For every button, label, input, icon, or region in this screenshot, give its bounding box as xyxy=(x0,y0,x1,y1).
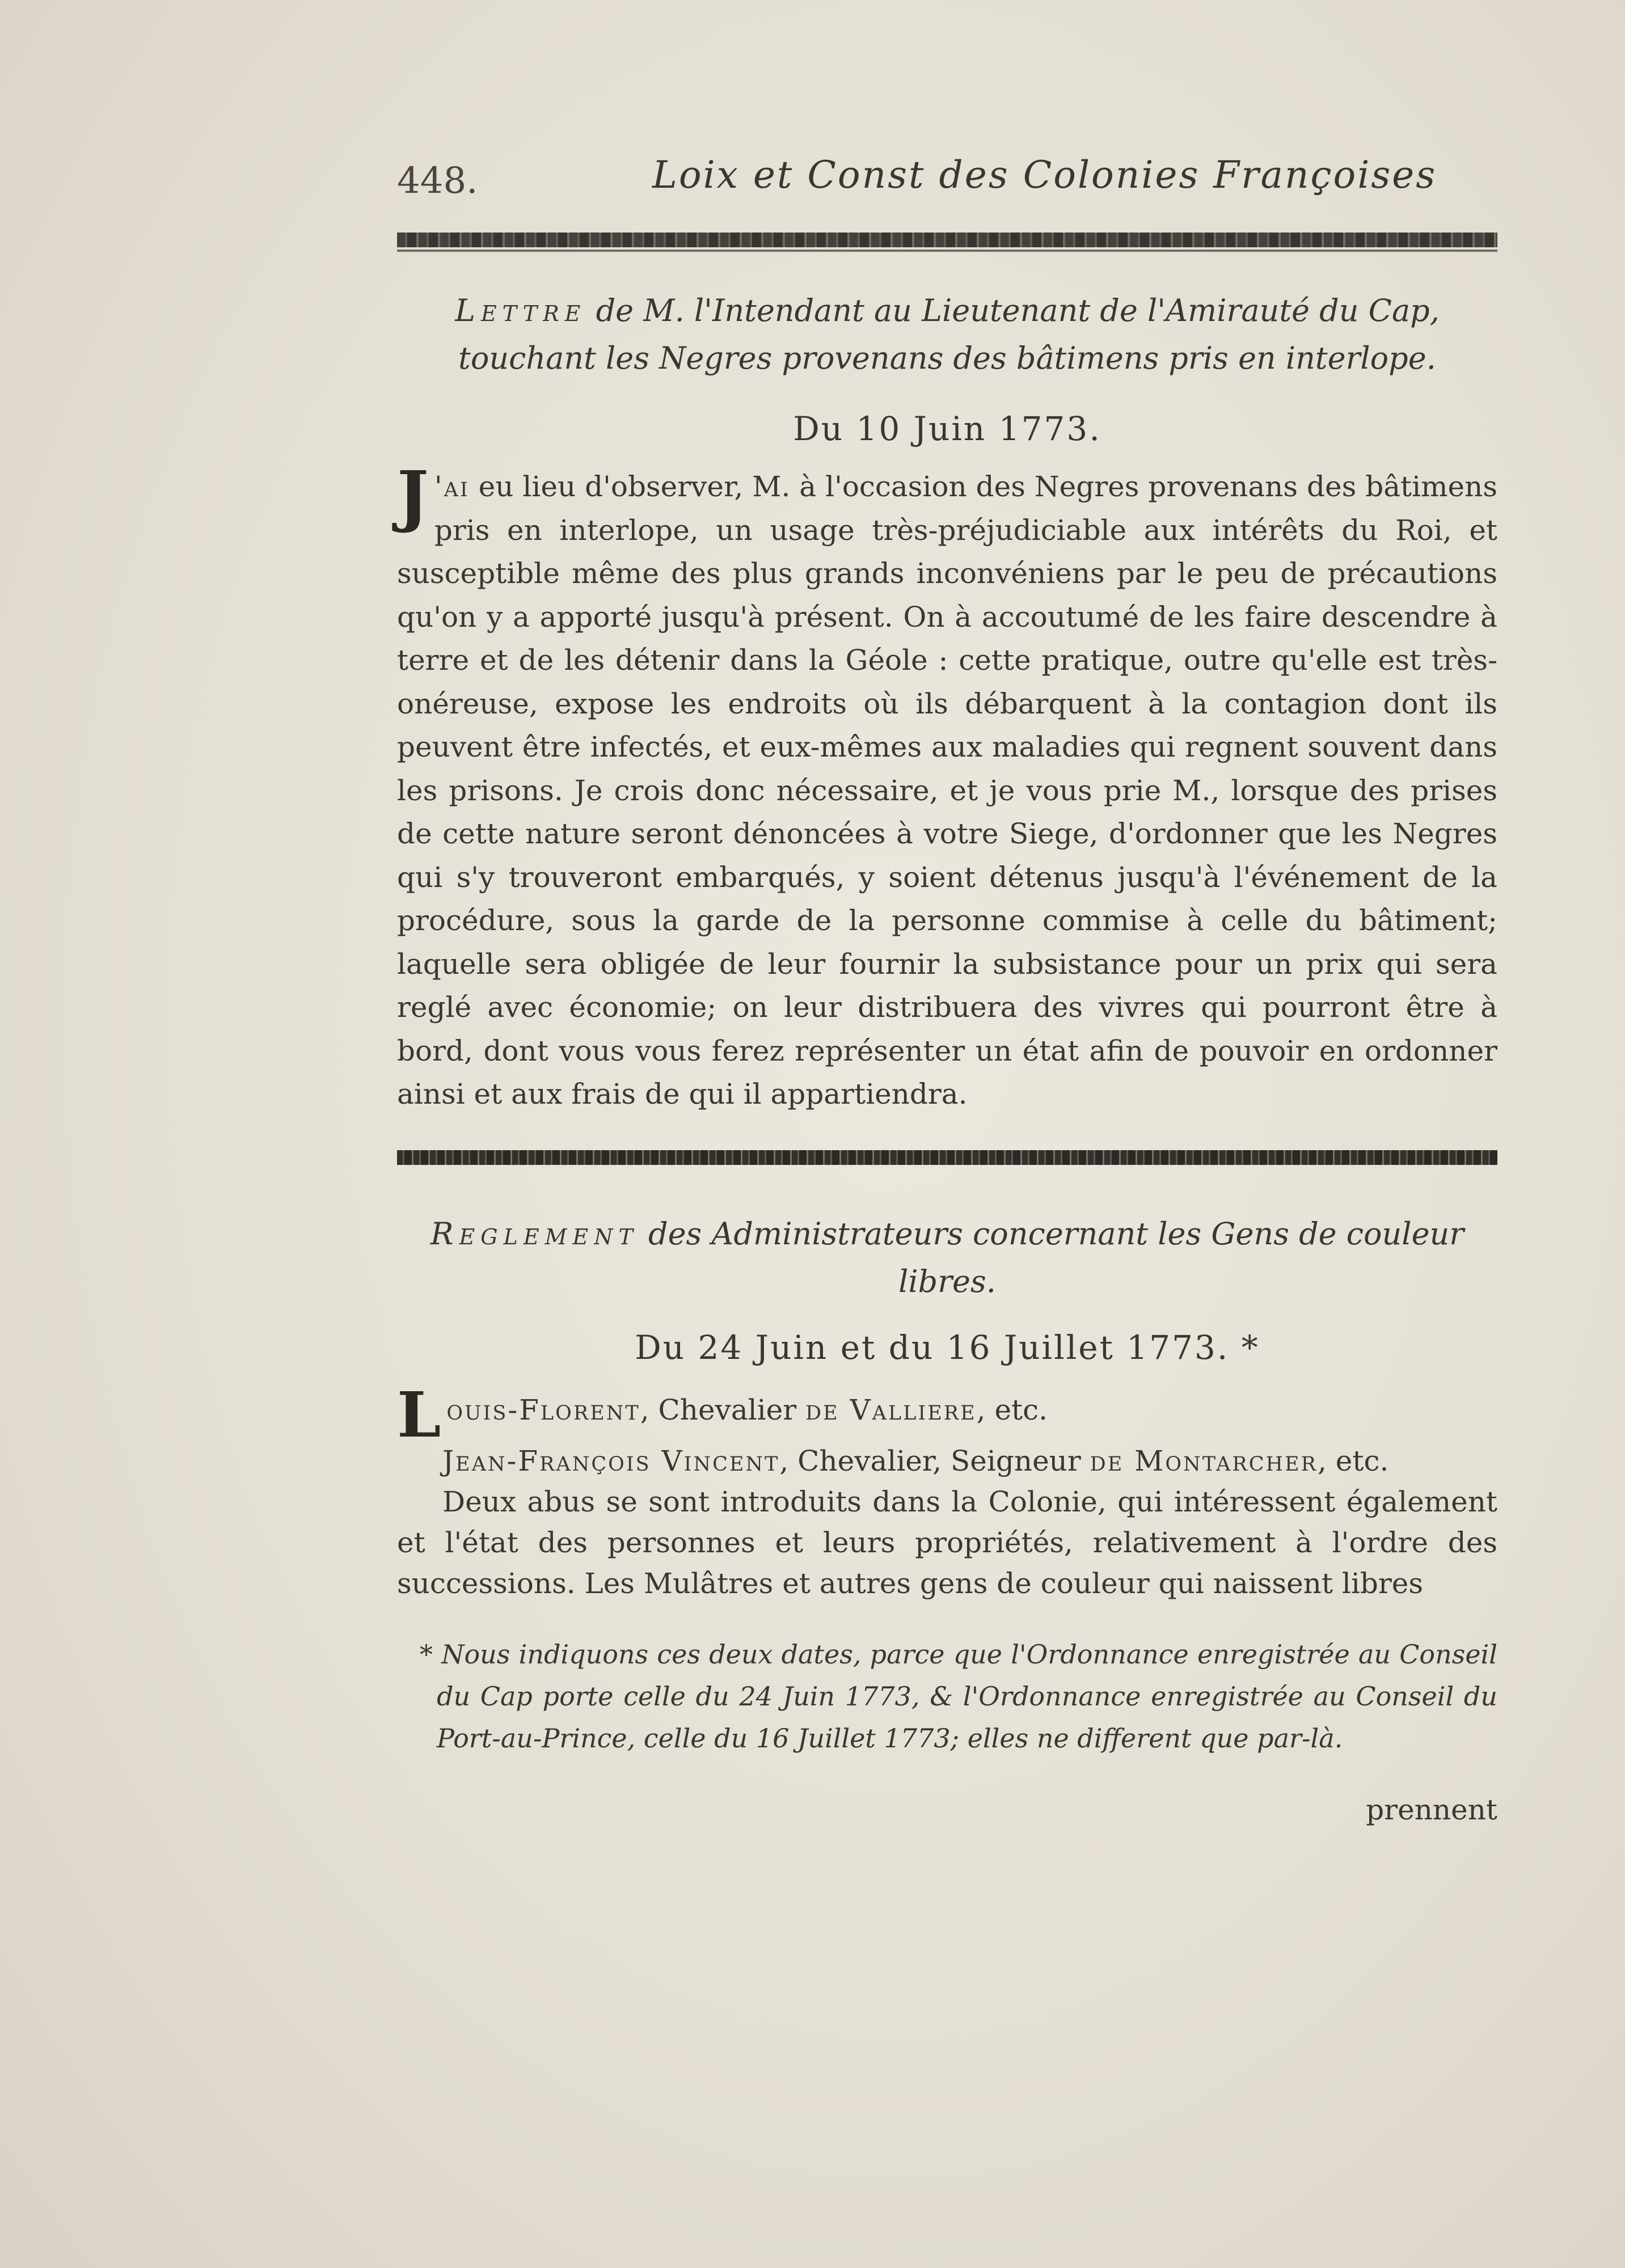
name-jean-francois: Jean-François Vincent xyxy=(442,1444,780,1477)
administrator-line-1 xyxy=(397,1378,1497,1451)
administrators-block xyxy=(397,1378,1497,1604)
heading-keyword-2: Reglement xyxy=(430,1215,639,1252)
letter-text: eu lieu d'observer, M. à l'occasion des Negres provenans des bâtimens pris en interlope, un usage très-préjudiciable aux intérêts du Roi, et susceptible même des plus grands inconvéniens par le peu de précautions qu'on y a apporté jusqu'à présent. On à accoutumé de les faire descendre à terre et de les détenir dans la Géole : cette pratique, outre qu'elle est très-onéreuse, expose les endroits où ils débarquent à la contagion dont ils peuvent être infectés, et eux-mêmes aux maladies qui regnent souvent dans les prisons. Je crois donc nécessaire, et je vous prie M., lorsque des prises de cette nature seront dénoncées à votre Siege, d'ordonner que les Negres qui s'y trouveront embarqués, y soient détenus jusqu'à l'événement de la procédure, sous la garde de la personne commise à celle du bâtiment; laquelle sera obligée de leur fournir la subsistance pour un prix qui sera reglé avec économie; on leur distribuera des vivres qui pourront être à bord, dont vous vous ferez représenter un état afin de pouvoir en ordonner ainsi et aux frais de qui il appartiendra. xyxy=(397,470,1497,1110)
lead-small-caps: 'ai xyxy=(434,470,470,503)
reglement-heading-text: des Administrateurs concernant les Gens de couleur libres. xyxy=(638,1215,1464,1299)
administrator-line-2 xyxy=(397,1441,1497,1481)
heading-keyword: Lettre xyxy=(455,293,586,328)
heading-line-1: de M. l'Intendant au Lieutenant de l'Amirauté du Cap, xyxy=(586,293,1440,328)
drop-cap: J xyxy=(397,456,429,535)
name-valliere: de Valliere xyxy=(805,1393,977,1426)
reglement-body: Deux abus se sont introduits dans la Colonie, qui intéressent également et l'état des personnes et leurs propriétés, relativement à l'ordre des successions. Les Mulâtres et autres gens de couleur qui naissent libres xyxy=(397,1485,1497,1600)
name-louis-florent: ouis-Florent xyxy=(446,1393,640,1426)
letter-date: Du 10 Juin 1773. xyxy=(793,409,1101,448)
catchword: prennent xyxy=(1366,1793,1497,1826)
ornamental-rule-top xyxy=(397,233,1497,247)
page-number: 448. xyxy=(397,160,478,202)
name-separator-1: , Chevalier xyxy=(640,1393,805,1426)
name-montarcher: de Montarcher xyxy=(1090,1444,1318,1477)
heading-line-2: touchant les Negres provenans des bâtimens pris en interlope. xyxy=(458,340,1436,376)
name-separator-2: , Chevalier, Seigneur xyxy=(779,1444,1090,1477)
ornamental-rule-middle xyxy=(397,1150,1497,1165)
footnote: * Nous indiquons ces deux dates, parce que l'Ordonnance enregistrée au Conseil du Cap porte celle du 24 Juin 1773, & l'Ordonnance enregistrée au Conseil du Port-au-Prince, celle du 16 Juillet 1773; elles ne different que par-là. xyxy=(420,1638,1497,1754)
reglement-date: Du 24 Juin et du 16 Juillet 1773. * xyxy=(635,1328,1260,1367)
name-etc-1: , etc. xyxy=(976,1393,1048,1426)
running-title: Loix et Const des Colonies Françoises xyxy=(652,153,1437,197)
page-content xyxy=(397,153,1497,1826)
running-head xyxy=(397,153,1497,221)
name-etc-2: , etc. xyxy=(1317,1444,1389,1477)
reglement-heading xyxy=(397,1210,1497,1306)
drop-cap-2: L xyxy=(397,1378,441,1451)
letter-body xyxy=(397,456,1497,1116)
letter-heading xyxy=(397,287,1497,382)
